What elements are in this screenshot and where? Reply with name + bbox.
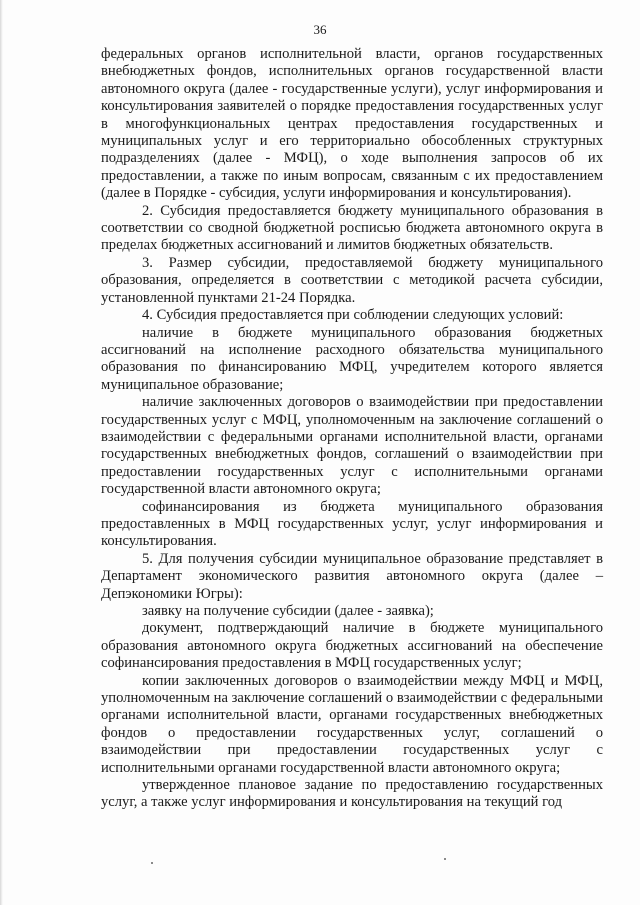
document-item-2: документ, подтверждающий наличие в бюджете муниципального образования автономного округа бюджетных ассигнований на обеспечение софинансирования предоставления в МФЦ государственных услуг; xyxy=(101,620,603,672)
condition-3: софинансирования из бюджета муниципального образования предоставленных в МФЦ государственных услуг, услуг информирования и консультирования. xyxy=(101,498,603,550)
condition-2: наличие заключенных договоров о взаимодействии при предоставлении государственных услуг с МФЦ, уполномоченным на заключение соглашений о взаимодействии с федеральными органами исполнительной власти, органами государственных внебюджетных фондов, соглашений о взаимодействии при предоставлении государственных услуг с исполнительными органами государственной власти автономного округа; xyxy=(101,394,603,498)
scan-speck xyxy=(444,858,446,860)
paragraph-3: 3. Размер субсидии, предоставляемой бюджету муниципального образования, определяется в соответствии с методикой расчета субсидии, установленной пунктами 21-24 Порядка. xyxy=(101,254,603,306)
paragraph-5: 5. Для получения субсидии муниципальное образование представляет в Департамент экономического развития автономного округа (далее – Депэкономики Югры): xyxy=(101,550,603,602)
document-item-3: копии заключенных договоров о взаимодействии между МФЦ и МФЦ, уполномоченным на заключение соглашений о взаимодействии с федеральными органами исполнительной власти, органами государственных внебюджетных фондов о предоставлении государственных услуг, соглашений о взаимодействии при предоставлении государственных услуг с исполнительными органами государственной власти автономного округа; xyxy=(101,672,603,776)
body-text xyxy=(101,46,603,812)
document-item-1: заявку на получение субсидии (далее - заявка); xyxy=(142,603,434,619)
paragraph-1-continuation: федеральных органов исполнительной власти, органов государственных внебюджетных фондов, исполнительных органов государственной власти автономного округа (далее - государственные услуги), услуг информирования и консультирования заявителей о порядке предоставления государственных услуг в многофункциональных центрах предоставления государственных и муниципальных услуг и его территориально обособленных структурных подразделениях (далее - МФЦ), о ходе выполнения запросов об их предоставлении, а также по иным вопросам, связанным с их предоставлением (далее в Порядке - субсидия, услуги информирования и консультирования). xyxy=(101,46,603,202)
paragraph-2: 2. Субсидия предоставляется бюджету муниципального образования в соответствии со сводной бюджетной росписью бюджета автономного округа в пределах бюджетных ассигнований и лимитов бюджетных обязательств. xyxy=(101,202,603,254)
scan-speck xyxy=(151,862,153,864)
page-number: 36 xyxy=(313,22,327,37)
condition-1: наличие в бюджете муниципального образования бюджетных ассигнований на исполнение расходного обязательства муниципального образования по финансированию МФЦ, учредителем которого является муниципальное образование; xyxy=(101,324,603,393)
document-item-4: утвержденное плановое задание по предоставлению государственных услуг, а также услуг информирования и консультирования на текущий год xyxy=(101,777,603,811)
paragraph-4: 4. Субсидия предоставляется при соблюдении следующих условий: xyxy=(142,307,564,324)
scan-left-edge xyxy=(0,0,3,905)
